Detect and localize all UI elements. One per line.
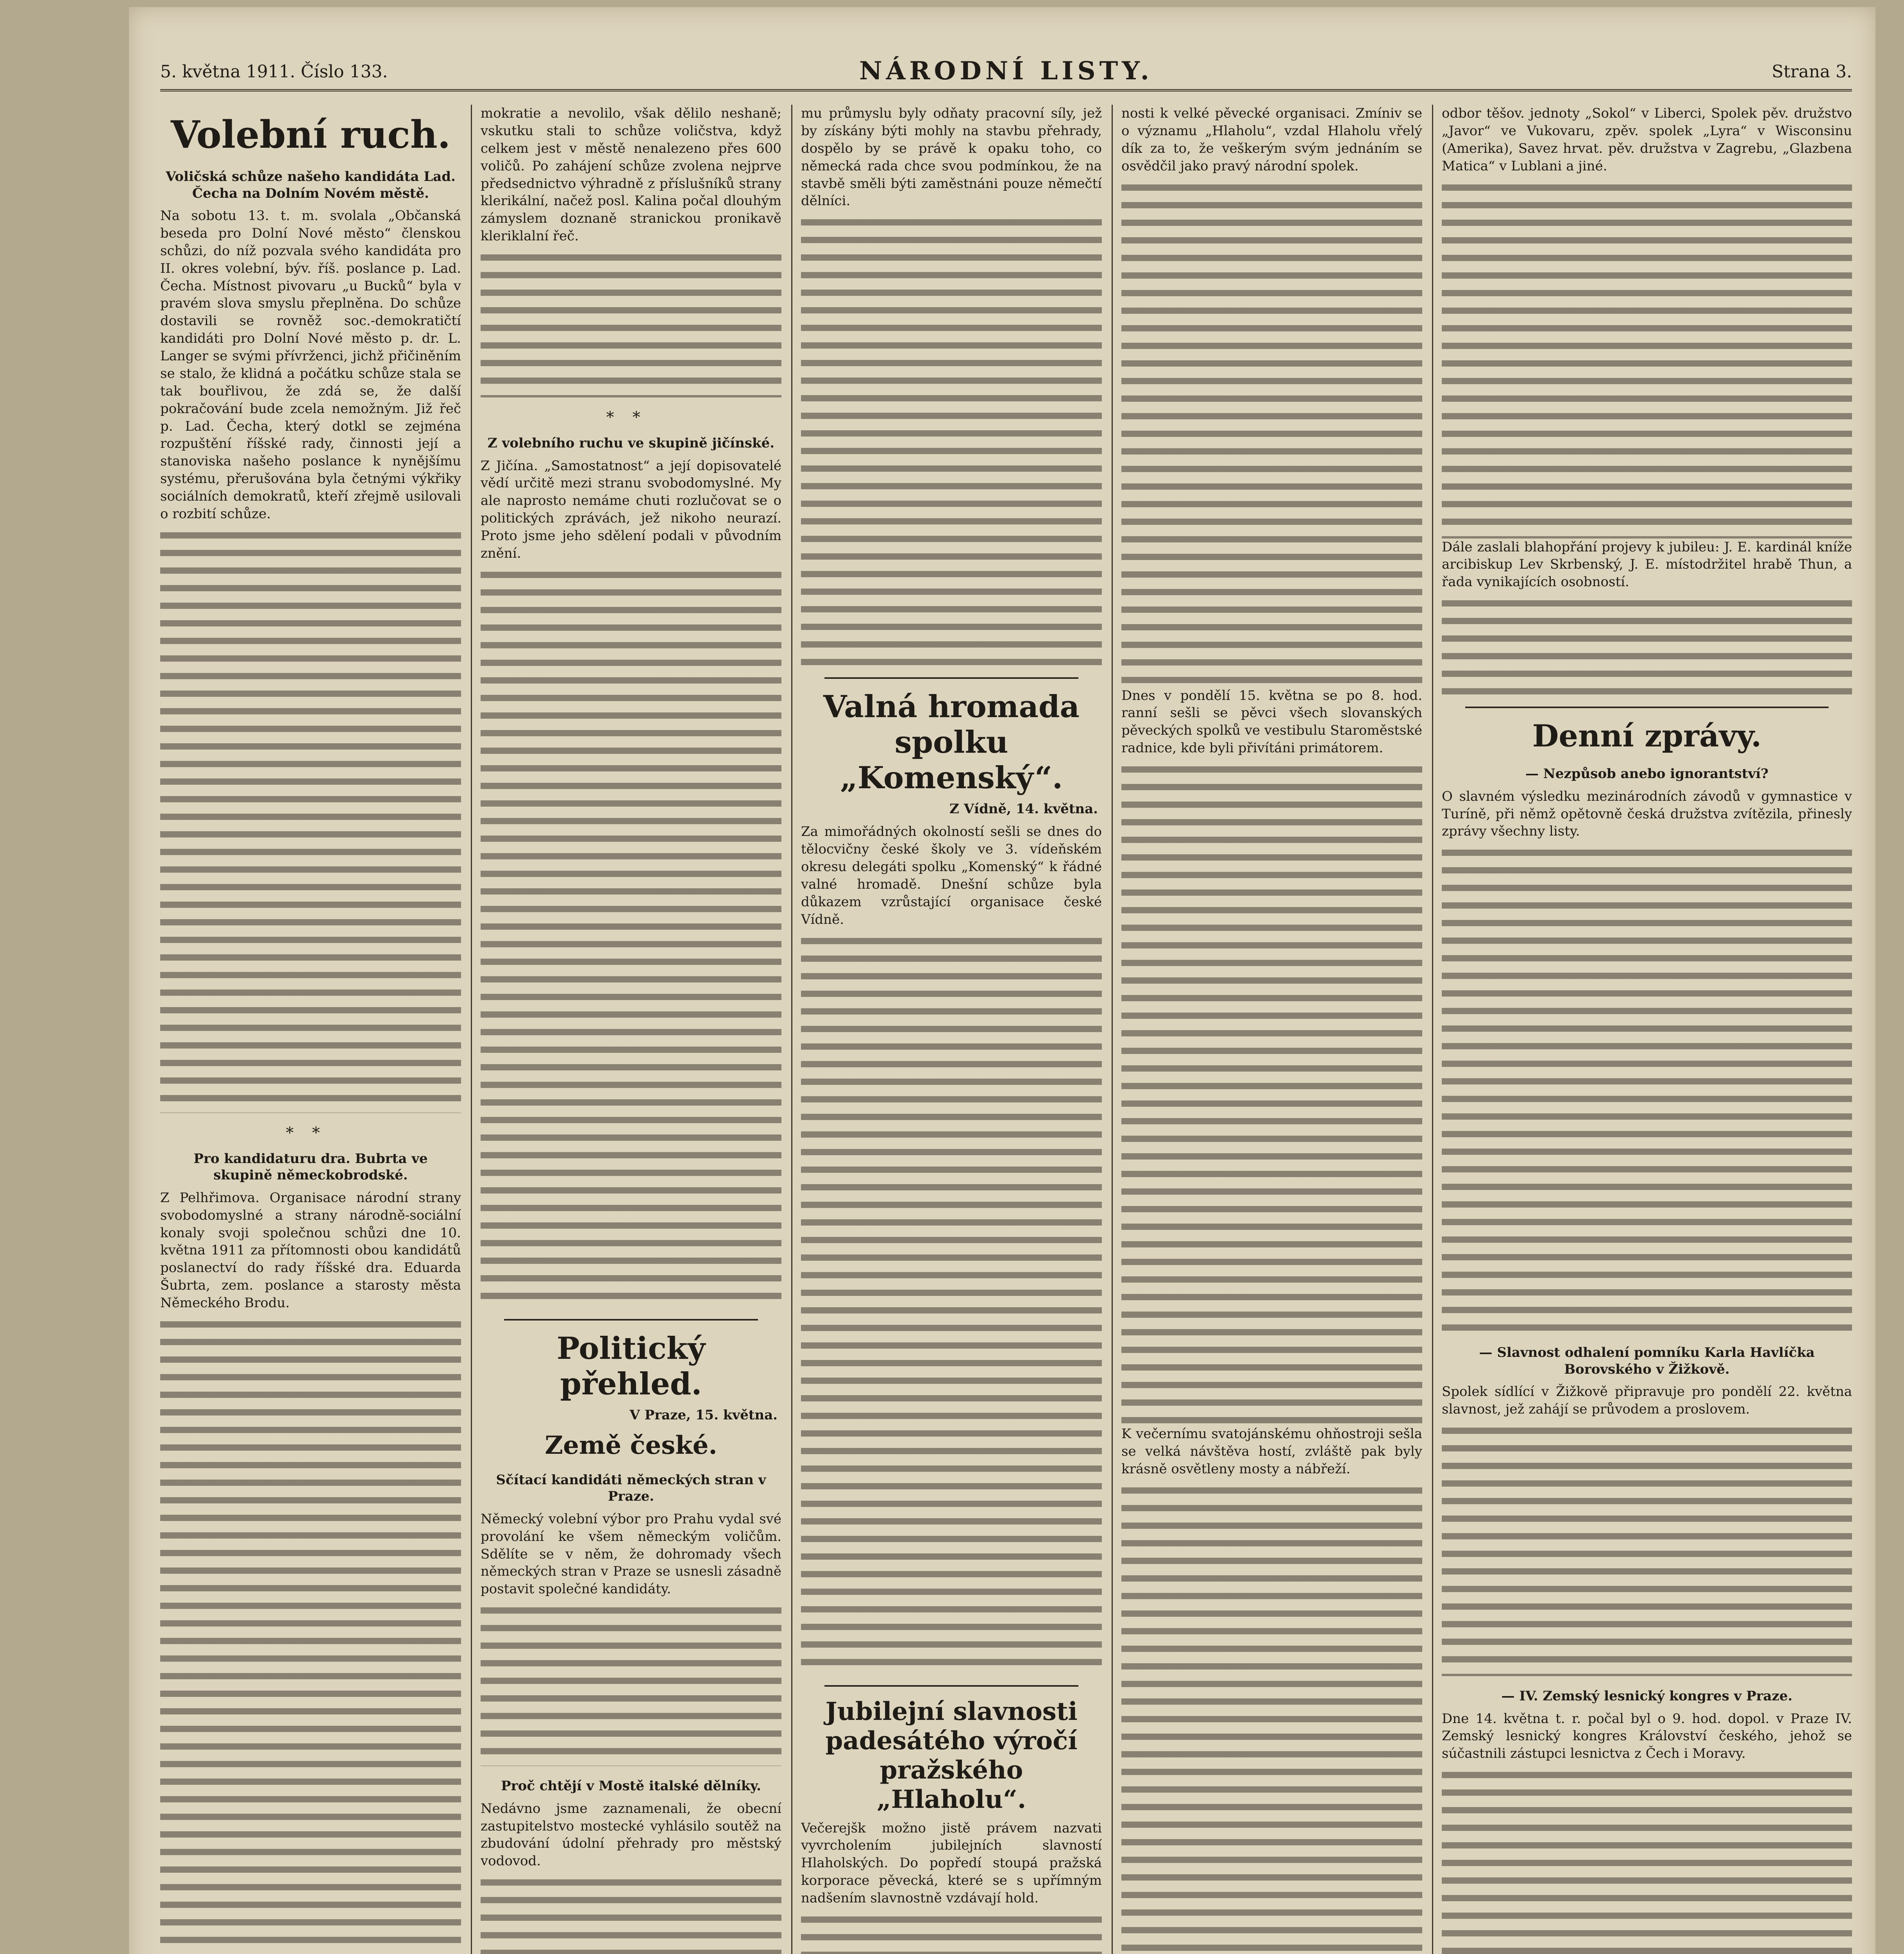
text-block xyxy=(1121,761,1422,1425)
subheadline: Voličská schůze našeho kandidáta Lad. Čecha na Dolním Novém městě. xyxy=(166,169,456,201)
section-separator: ∗∗ xyxy=(284,1120,337,1139)
section-rule xyxy=(504,1319,758,1321)
article-volebni-ruch xyxy=(160,113,461,1954)
page-number: Strana 3. xyxy=(1772,62,1852,82)
article-body: Německý volební výbor pro Prahu vydal své provolání ke všem německým voličům. Sdělíte se v něm, že dohromady všech německých stran v Praze se usnesli zásadně postavit společné kandidáty. xyxy=(481,1511,781,1597)
article-body: nosti k velké pěvecké organisaci. Zmíniv se o významu „Hlaholu“, vzdal Hlaholu vřelý dík za to, že veškerým svým jednáním se osvědčil jako pravý národní spolek. xyxy=(1121,106,1422,174)
headline: Jubilejní slavnosti padesátého výročí pražského „Hlaholu“. xyxy=(825,1696,1078,1814)
headline: Politický přehled. xyxy=(556,1330,706,1402)
article-body: Dne 14. května t. r. počal byl o 9. hod. dopol. v Praze IV. Zemský lesnický kongres Království českého, jehož se súčastnili zástupci lesnictva z Čech i Moravy. xyxy=(1442,1711,1852,1762)
article-body: O slavném výsledku mezinárodních závodů v gymnastice v Turíně, při němž opětovně česká družstva zvítězila, přinesly zprávy všechny listy. xyxy=(1442,788,1852,839)
text-block xyxy=(1442,179,1852,539)
article-body: Večerejšk možno jistě právem nazvati vyvrcholením jubilejních slavností Hlaholských. Do popředí stoupá pražská korporace pěvecká, které se s upřímným nadšením slavnostně vzdávají hold. xyxy=(801,1820,1102,1906)
column-divider xyxy=(791,105,792,1954)
text-block xyxy=(160,1316,461,1954)
subheadline: Proč chtějí v Mostě italské dělníky. xyxy=(501,1778,761,1794)
dateline: Z Vídně, 14. května. xyxy=(949,801,1098,817)
subheadline: Pro kandidaturu dra. Bubrta ve skupině německobrodské. xyxy=(193,1151,428,1183)
article-body: Dále zaslali blahopřání projevy k jubileu: J. E. kardinál kníže arcibiskup Lev Skrbenský, J. E. místodržitel hrabě Thun, a řada vynikajících osobností. xyxy=(1442,539,1852,590)
article-body: Dnes v pondělí 15. května se po 8. hod. ranní sešli se pěvci všech slovanských pěveckých spolků ve vestibulu Staroměstské radnice, kde byli přivítáni primátorem. xyxy=(1121,687,1422,756)
article-body: Na sobotu 13. t. m. svolala „Občanská beseda pro Dolní Nové město“ členskou schůzi, do níž pozvala svého kandidáta pro II. okres volební, býv. říš. poslance p. Lad. Čecha. Místnost pivovaru „u Bucků“ byla v pravém slova smyslu přeplněna. Do schůze dostavili se rovněž soc.-demokratičtí kandidáti pro Dolní Nové město p. dr. L. Langer se svými přívrženci, jichž přičiněním se stalo, že klidná a počátku schůze stala se tak bouřlivou, že zdá se, že další pokračování bude zcela nemožným. Již řeč p. Lad. Čecha, který dotkl se zejména rozpuštění říšské rady, činnosti její a stanoviska našeho poslance k nynějšímu systému, přerušována byla četnými výkřiky sociálních demokratů, kteří zřejmě usilovali o rozbití schůze. xyxy=(160,208,461,522)
column-divider xyxy=(471,105,472,1954)
section-separator: ∗∗ xyxy=(604,405,658,423)
article-body: Za mimořádných okolností sešli se dnes do tělocvičny české školy ve 3. vídeňském okresu delegáti spolku „Komenský“ k řádné valné hromadě. Dnešní schůze byla důkazem vzrůstající organisace české Vídně. xyxy=(801,824,1102,927)
article-body: Nedávno jsme zaznamenali, že obecní zastupitelstvo mostecké vyhlásilo soutěž na zbudování údolní přehrady pro městský vodovod. xyxy=(481,1800,781,1869)
text-block xyxy=(481,566,781,1309)
section-rule xyxy=(1465,707,1829,708)
column-5 xyxy=(1442,105,1852,1954)
text-block xyxy=(1442,844,1852,1333)
newspaper-title: NÁRODNÍ LISTY. xyxy=(859,56,1153,86)
masthead xyxy=(160,54,1852,91)
column-4 xyxy=(1121,105,1422,1954)
headline: Denní zprávy. xyxy=(1532,718,1762,754)
article-body: Z Jičína. „Samostatnost“ a její dopisovatelé vědí určitě mezi stranu svobodomyslné. My ale naprosto nemáme chuti rozlučovat se o politických zprávách, jež nikoho neurazí. Proto jsme jeho sdělení podali v původním znění. xyxy=(481,458,781,561)
text-block xyxy=(1121,1482,1422,1954)
headline: Volební ruch. xyxy=(170,113,451,157)
text-block xyxy=(801,214,1102,667)
column-1 xyxy=(160,105,461,1954)
text-block xyxy=(481,1874,781,1954)
section-headline: Země české. xyxy=(545,1430,717,1460)
subheadline: Z volebního ruchu ve skupině jičínské. xyxy=(487,435,775,451)
subheadline: — Slavnost odhalení pomníku Karla Havlíčka Borovského v Žižkově. xyxy=(1479,1345,1815,1377)
text-block xyxy=(1442,1422,1852,1676)
subheadline: — Nezpůsob anebo ignorantství? xyxy=(1525,766,1769,782)
article-body: mu průmyslu byly odňaty pracovní síly, jež by získány býti mohly na stavbu přehrady, dospělo by se právě k opaku toho, co německá rada chce svou podmínkou, že na stavbě směli býti zaměstnáni pouze němečtí dělníci. xyxy=(801,106,1102,209)
column-divider xyxy=(1432,105,1433,1954)
subheadline: — IV. Zemský lesnický kongres v Praze. xyxy=(1501,1688,1793,1704)
newspaper-page xyxy=(129,7,1875,1954)
column-divider xyxy=(1112,105,1113,1954)
column-3 xyxy=(801,105,1102,1954)
text-block xyxy=(1121,179,1422,687)
article-body: K večernímu svatojánskému ohňostroji sešla se velká návštěva hostí, zvláště pak byly krásně osvětleny mosty a nábřeží. xyxy=(1121,1426,1422,1477)
article-body: odbor těšov. jednoty „Sokol“ v Liberci, Spolek pěv. družstvo „Javor“ ve Vukovaru, zpěv. spolek „Lyra“ v Wisconsinu (Amerika), Savez hrvat. pěv. družstva v Zagrebu, „Glazbena Matica“ v Lublani a jiné. xyxy=(1442,106,1852,174)
headline: Valná hromada spolku „Komenský“. xyxy=(823,689,1080,796)
text-block xyxy=(1442,1766,1852,1954)
text-block xyxy=(160,527,461,1113)
text-block xyxy=(801,932,1102,1675)
article-body: Spolek sídlící v Žižkově připravuje pro pondělí 22. května slavnost, jež zahájí se průvodem a proslovem. xyxy=(1442,1384,1852,1417)
section-rule xyxy=(824,677,1078,679)
text-block xyxy=(481,249,781,397)
text-block xyxy=(1442,595,1852,696)
column-2 xyxy=(481,105,781,1954)
text-block xyxy=(801,1911,1102,1954)
dateline: V Praze, 15. května. xyxy=(629,1407,778,1423)
subheadline: Sčítací kandidáti německých stran v Praze. xyxy=(496,1472,766,1505)
section-rule xyxy=(824,1685,1078,1687)
text-block xyxy=(481,1602,781,1766)
article-body: Z Pelhřimova. Organisace národní strany svobodomyslné a strany národně-sociální konaly svoji společnou schůzi dne 10. května 1911 za přítomnosti obou kandidátů poslanectví do rady říšské dra. Eduarda Šubrta, zem. poslance a starosty města Německého Brodu. xyxy=(160,1190,461,1311)
article-body: mokratie a nevolilo, však dělilo neshaně; vskutku stali to schůze voličstva, když celkem jest v městě nenalezeno přes 600 voličů. Po zahájení schůze zvolena nejprve předsednictvo výhradně z příslušníků strany klerikální, načež posl. Kalina počal dlouhým zámyslem doznaně stranickou pronikavě kleriklalní řeč. xyxy=(481,106,781,244)
issue-date: 5. května 1911. Číslo 133. xyxy=(160,62,388,82)
